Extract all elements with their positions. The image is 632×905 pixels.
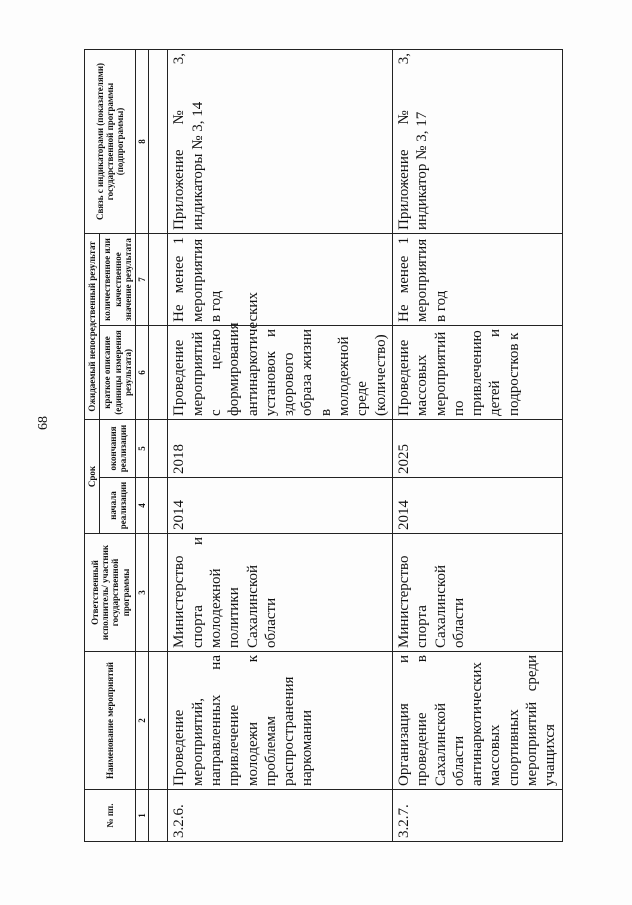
- column-number: 7: [136, 233, 149, 325]
- activities-table: [84, 49, 563, 842]
- row-name: Организация и проведение в Сахалинской области антинаркотических массовых спортивных мероприятий среди учащихся: [392, 652, 562, 790]
- column-number: 3: [136, 534, 149, 652]
- table-row: [392, 49, 562, 841]
- row-executor: Министерство спорта и молодежной политики Сахалинской области: [168, 534, 393, 652]
- row-desc: Проведение мероприятий с целью формирования антинаркотических установок и здорового образа жизни в молодежной среде (количество): [168, 325, 393, 419]
- header-link: Связь с индикаторами (показателями) государственной программы (подпрограммы): [85, 49, 136, 233]
- column-number-row: [136, 49, 149, 841]
- row-name: Проведение мероприятий, направленных на привлечение молодежи к проблемам распространения наркомании: [168, 652, 393, 790]
- row-num: 3.2.7.: [392, 790, 562, 842]
- column-number: 8: [136, 49, 149, 233]
- header-executor: Ответственный исполнитель/ участник государственной программы: [85, 534, 136, 652]
- table-row: [168, 49, 393, 841]
- rotated-table-page: [84, 50, 612, 842]
- row-value: Не менее 1 мероприятия в год: [392, 233, 562, 325]
- header-expected-value: количественное или качественное значение результата: [100, 233, 136, 325]
- column-number: 4: [136, 478, 149, 534]
- row-end: 2025: [392, 419, 562, 477]
- row-desc: Проведение массовых мероприятий по привлечению детей и подростков к: [392, 325, 562, 419]
- row-link: Приложение № 3, индикаторы № 3, 14: [168, 49, 393, 233]
- column-number: 6: [136, 325, 149, 419]
- header-term-end: окончания реализации: [100, 419, 136, 477]
- header-expected: Ожидаемый непосредственный результат: [85, 233, 100, 419]
- blank-row: [149, 49, 168, 841]
- page-number: 68: [36, 416, 51, 430]
- header-term: Срок: [85, 419, 100, 533]
- header-expected-desc: краткое описание (единицы измерения результата): [100, 325, 136, 419]
- row-start: 2014: [392, 478, 562, 534]
- row-end: 2018: [168, 419, 393, 477]
- row-value: Не менее 1 мероприятия в год: [168, 233, 393, 325]
- row-num: 3.2.6.: [168, 790, 393, 842]
- header-num: № пп.: [85, 790, 136, 842]
- row-link: Приложение № 3, индикатор № 3, 17: [392, 49, 562, 233]
- header-term-start: начала реализации: [100, 478, 136, 534]
- header-name: Наименование мероприятий: [85, 652, 136, 790]
- column-number: 5: [136, 419, 149, 477]
- row-executor: Министерство спорта Сахалинской области: [392, 534, 562, 652]
- row-start: 2014: [168, 478, 393, 534]
- column-number: 1: [136, 790, 149, 842]
- column-number: 2: [136, 652, 149, 790]
